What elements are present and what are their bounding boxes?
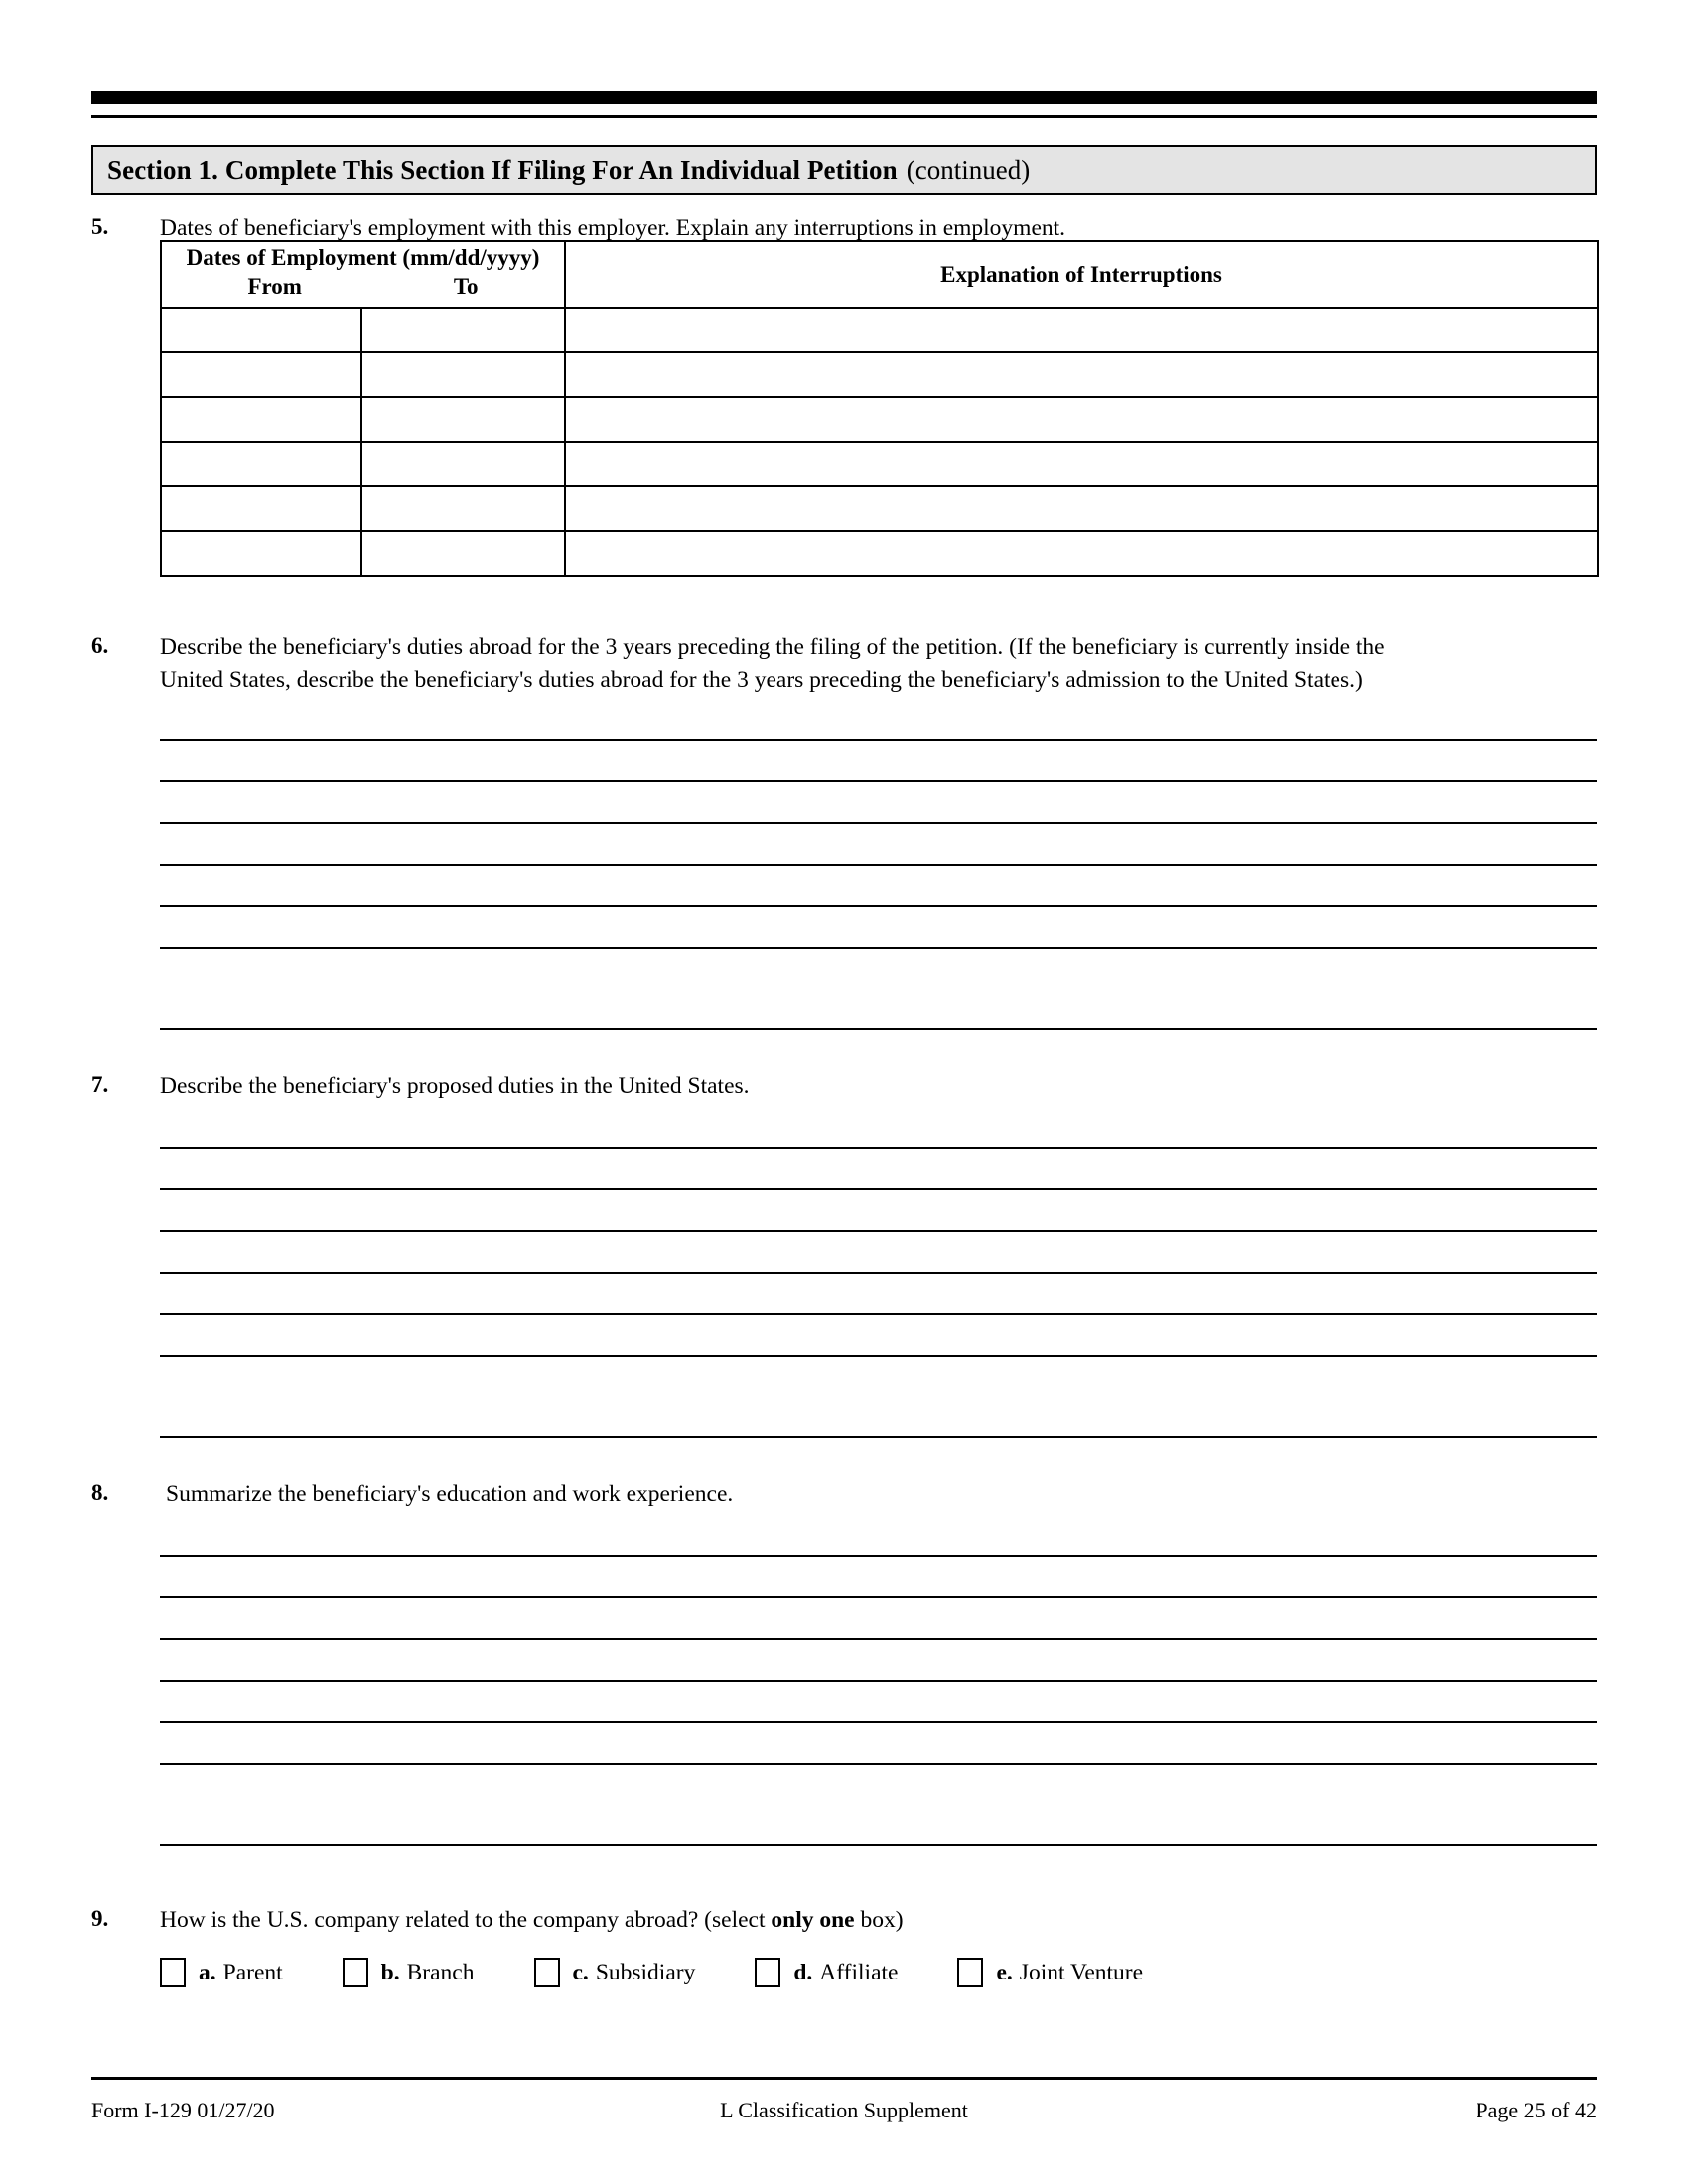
cell-to[interactable] [361,308,565,352]
cell-to[interactable] [361,397,565,442]
cell-to[interactable] [361,352,565,397]
checkbox-label: Subsidiary [595,1959,696,1985]
item-6-prompt-line-2: United States, describe the beneficiary's duties abroad for the 3 years preceding the beneficiary's admission to the United States.) [160,667,1363,693]
cell-to[interactable] [361,531,565,576]
item-9-prompt-emphasis: only one [771,1907,855,1933]
checkbox-icon[interactable] [343,1958,368,1987]
item-7-answer-line[interactable] [160,1188,1597,1190]
item-6-prompt-line-1: Describe the beneficiary's duties abroad for the 3 years preceding the filing of the petition. (If the beneficiary is currently inside the [160,634,1385,660]
cell-from[interactable] [161,352,361,397]
cell-explanation[interactable] [565,531,1598,576]
table-row[interactable] [161,442,1598,486]
employment-dates-table [160,240,1599,577]
checkbox-icon[interactable] [957,1958,983,1987]
checkbox-letter: e. [996,1959,1013,1985]
checkbox-letter: d. [793,1959,813,1985]
checkbox-option-affiliate[interactable] [755,1958,898,1987]
item-7-answer-line[interactable] [160,1272,1597,1274]
checkbox-icon[interactable] [160,1958,186,1987]
checkbox-label: Branch [406,1959,475,1985]
table-header-to: To [453,274,479,299]
item-8-answer-line[interactable] [160,1844,1597,1846]
table-header-dates [161,241,565,308]
item-7-answer-line[interactable] [160,1436,1597,1438]
footer-rule [91,2077,1597,2080]
footer-form-id: Form I-129 01/27/20 [91,2098,275,2122]
table-row[interactable] [161,486,1598,531]
table-header-from: From [247,274,302,299]
checkbox-option-parent[interactable] [160,1958,283,1987]
employment-table-body [161,308,1598,576]
checkbox-option-joint-venture[interactable] [957,1958,1143,1987]
checkbox-letter: c. [572,1959,589,1985]
item-7-number: 7. [91,1072,109,1097]
header-thick-rule [91,91,1597,104]
item-9-checkbox-row [160,1958,1550,1987]
item-9-prompt-after: box) [854,1907,904,1933]
cell-from[interactable] [161,531,361,576]
item-6-answer-line[interactable] [160,864,1597,866]
checkbox-option-subsidiary[interactable] [534,1958,696,1987]
table-row[interactable] [161,397,1598,442]
item-7-answer-line[interactable] [160,1147,1597,1149]
checkbox-option-branch[interactable] [343,1958,475,1987]
cell-explanation[interactable] [565,486,1598,531]
item-6-answer-line[interactable] [160,822,1597,824]
item-9-prompt [160,1904,1600,1937]
cell-explanation[interactable] [565,352,1598,397]
item-8-answer-line[interactable] [160,1596,1597,1598]
section-continued-label: (continued) [906,154,1031,185]
checkbox-letter: b. [380,1959,400,1985]
item-9-number: 9. [91,1906,109,1931]
item-6-answer-line[interactable] [160,780,1597,782]
item-5-number: 5. [91,214,109,239]
item-8-prompt: Summarize the beneficiary's education and work experience. [166,1481,734,1507]
checkbox-label: Joint Venture [1019,1959,1144,1985]
item-6-answer-line[interactable] [160,905,1597,907]
item-7-answer-line[interactable] [160,1313,1597,1315]
item-8-answer-line[interactable] [160,1680,1597,1682]
cell-from[interactable] [161,308,361,352]
table-header-explanation: Explanation of Interruptions [565,241,1598,308]
item-6-answer-line[interactable] [160,739,1597,741]
checkbox-icon[interactable] [534,1958,560,1987]
section-header-bar [91,145,1597,195]
cell-explanation[interactable] [565,308,1598,352]
checkbox-label: Affiliate [819,1959,899,1985]
cell-from[interactable] [161,442,361,486]
item-5-prompt: Dates of beneficiary's employment with this employer. Explain any interruptions in employment. [160,215,1066,241]
table-row[interactable] [161,308,1598,352]
item-8-answer-line[interactable] [160,1555,1597,1557]
item-6-answer-line[interactable] [160,1028,1597,1030]
section-title: Section 1. Complete This Section If Filing For An Individual Petition [107,154,898,185]
checkbox-icon[interactable] [755,1958,780,1987]
cell-to[interactable] [361,442,565,486]
table-header-row [161,241,1598,308]
item-8-answer-line[interactable] [160,1721,1597,1723]
cell-explanation[interactable] [565,442,1598,486]
cell-from[interactable] [161,397,361,442]
item-7-answer-line[interactable] [160,1355,1597,1357]
item-6-number: 6. [91,633,109,658]
footer-page-number: Page 25 of 42 [1476,2098,1597,2122]
table-row[interactable] [161,531,1598,576]
checkbox-letter: a. [199,1959,216,1985]
item-7-prompt: Describe the beneficiary's proposed duties in the United States. [160,1073,750,1099]
item-8-number: 8. [91,1480,109,1505]
table-header-dates-label: Dates of Employment (mm/dd/yyyy) [186,245,540,270]
item-6-answer-line[interactable] [160,947,1597,949]
item-8-answer-line[interactable] [160,1763,1597,1765]
cell-to[interactable] [361,486,565,531]
header-thin-rule [91,115,1597,118]
cell-from[interactable] [161,486,361,531]
table-row[interactable] [161,352,1598,397]
checkbox-label: Parent [222,1959,283,1985]
item-8-answer-line[interactable] [160,1638,1597,1640]
footer-title: L Classification Supplement [720,2098,968,2122]
cell-explanation[interactable] [565,397,1598,442]
item-9-prompt-before: How is the U.S. company related to the company abroad? (select [160,1907,772,1933]
item-7-answer-line[interactable] [160,1230,1597,1232]
